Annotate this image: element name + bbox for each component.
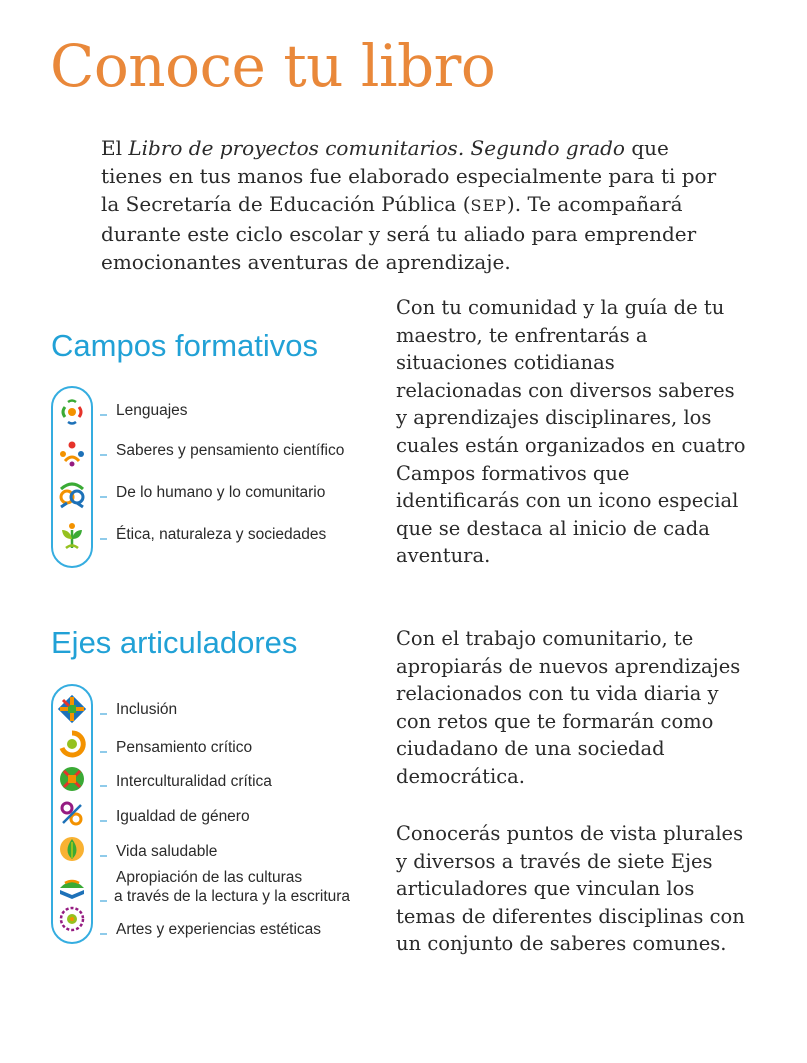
campos-item-saberes: Saberes y pensamiento científico — [104, 441, 344, 460]
book-title: Libro de proyectos comunitarios. Segundo grado — [128, 136, 625, 160]
campos-item-lenguajes: Lenguajes — [104, 401, 188, 420]
humano-comunitario-icon — [51, 480, 93, 512]
sep-acronym: SEP — [470, 196, 507, 215]
ejes-item-vida-saludable: Vida saludable — [104, 842, 217, 861]
lenguajes-icon — [51, 396, 93, 428]
artes-icon — [51, 903, 93, 935]
saberes-icon — [51, 438, 93, 470]
intro-text-middle: que tienes en tus manos fue elaborado especialmente para ti por la Secretaría de Educación Pública ( — [101, 136, 717, 216]
intro-text-end: ). Te acompañará durante este ciclo escolar y será tu aliado para emprender emocionantes aventuras de aprendizaje. — [101, 192, 697, 274]
ejes-item-apropiacion: Apropiación de las culturas a través de la lectura y la escritura — [104, 868, 350, 906]
ejes-item-interculturalidad: Interculturalidad crítica — [104, 772, 272, 791]
campos-item-humano: De lo humano y lo comunitario — [104, 483, 325, 502]
apropiacion-culturas-icon — [51, 870, 93, 902]
ejes-description-1: Con el trabajo comunitario, te apropiarás de nuevos aprendizajes relacionados con tu vida diaria y con retos que te formarán como ciudadano de una sociedad democrática. — [396, 627, 741, 788]
campos-heading: Campos formativos — [51, 328, 319, 363]
ejes-item-igualdad: Igualdad de género — [104, 807, 250, 826]
igualdad-genero-icon — [51, 798, 93, 830]
campos-item-etica: Ética, naturaleza y sociedades — [104, 525, 326, 544]
ejes-heading: Ejes articuladores — [51, 625, 298, 660]
pensamiento-critico-icon — [51, 728, 93, 760]
intro-paragraph — [101, 134, 721, 276]
intro-text-start: El — [101, 136, 129, 160]
interculturalidad-icon — [51, 763, 93, 795]
inclusion-icon — [51, 693, 93, 725]
ejes-item-artes: Artes y experiencias estéticas — [104, 920, 321, 939]
campos-description: Con tu comunidad y la guía de tu maestro, te enfrentarás a situaciones cotidianas relacionadas con diversos saberes y aprendizajes disciplinares, los cuales están organizados en cuatro Campos formativos que identificarás con un icono especial que se destaca al inicio de cada aventura. — [396, 296, 746, 568]
vida-saludable-icon — [51, 833, 93, 865]
ejes-item-inclusion: Inclusión — [104, 700, 177, 719]
ejes-item-pensamiento: Pensamiento crítico — [104, 738, 252, 757]
ejes-description-2: Conocerás puntos de vista plurales y diversos a través de siete Ejes articuladores que vinculan los temas de diferentes disciplinas con un conjunto de saberes comunes. — [396, 822, 745, 956]
etica-naturaleza-icon — [51, 520, 93, 552]
page-title: Conoce tu libro — [50, 32, 496, 100]
